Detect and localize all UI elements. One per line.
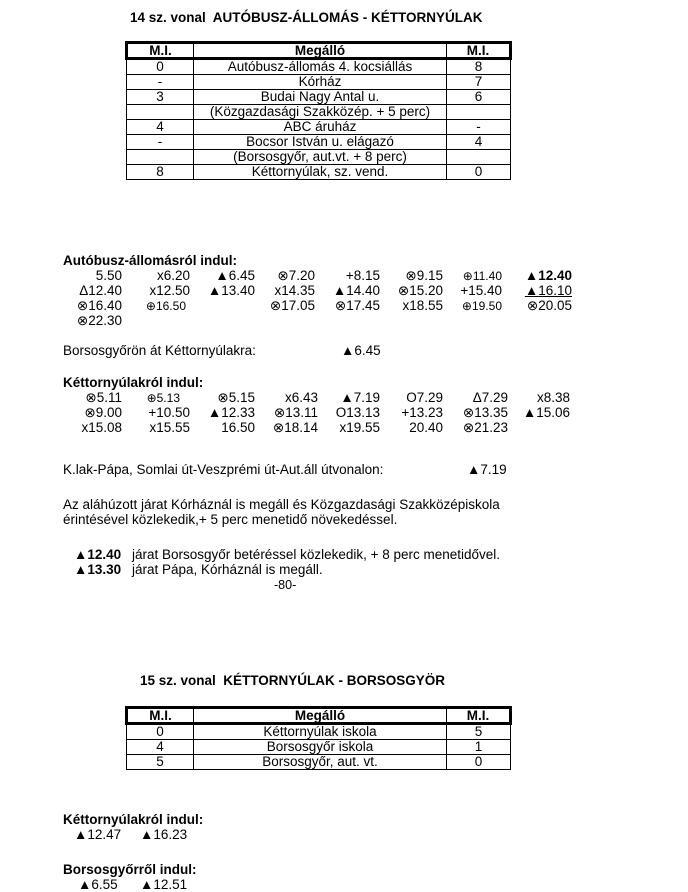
note1-time: ▲12.40: [74, 547, 122, 562]
departure-time: ⊗21.23: [462, 420, 508, 435]
stop-name: ABC áruház: [194, 120, 447, 135]
departure-time: ⊗13.11: [273, 405, 318, 420]
km-from: 8: [127, 165, 194, 180]
stop-name: (Közgazdasági Szakközép. + 5 perc): [194, 105, 447, 120]
line15-stops-table: [125, 706, 512, 770]
header-km-to: M.I.: [447, 43, 511, 59]
departure-time: +15.40: [460, 283, 502, 298]
departure-time: ⊗20.05: [526, 298, 572, 313]
stop-name: Bocsor István u. elágazó: [194, 135, 447, 150]
departure-time: x18.55: [402, 298, 443, 313]
line14-stops-table: [125, 41, 512, 180]
departure-time: x6.43: [284, 390, 318, 405]
km-to: 5: [447, 724, 511, 740]
route-time: ▲7.19: [467, 462, 507, 477]
table-row: [127, 165, 511, 180]
stop-name: Borsosgyőr, aut. vt.: [194, 755, 447, 770]
route-label: K.lak-Pápa, Somlai út-Veszprémi út-Aut.áll útvonalon:: [63, 462, 384, 477]
departure-time: ⊗9.00: [84, 405, 122, 420]
departure-time: ⊗18.14: [272, 420, 318, 435]
departure-time: +8.15: [345, 268, 380, 283]
departure-time: ⊗17.05: [269, 298, 315, 313]
table-row: [127, 724, 511, 740]
departure-time: ⊕19.50: [461, 299, 502, 313]
km-to: 0: [447, 755, 511, 770]
departure-time: ▲7.19: [340, 390, 380, 405]
departure-time-underlined: ▲16.10: [524, 283, 572, 298]
departure-time: ▲12.33: [207, 405, 255, 420]
from-station-title: Autóbusz-állomásról indul:: [63, 253, 237, 268]
departure-time: ⊗17.45: [334, 298, 380, 313]
departure-time: 16.50: [221, 420, 255, 435]
km-to: 6: [447, 90, 511, 105]
departure-time: ▲12.51: [140, 877, 188, 892]
header-km-from: M.I.: [127, 43, 194, 59]
departure-time: 20.40: [409, 420, 443, 435]
underline-note-line2: érintésével közlekedik,+ 5 perc menetidő növekedéssel.: [63, 512, 398, 527]
departure-time: ⊕5.13: [146, 391, 180, 405]
page-number: -80-: [274, 578, 297, 592]
departure-time: ▲15.06: [522, 405, 570, 420]
departure-time: x15.08: [81, 420, 122, 435]
note1-text: járat Borsosgyőr betéréssel közlekedik, + 8 perc menetidővel.: [132, 547, 501, 562]
departure-time: x6.20: [156, 268, 190, 283]
departure-time: x15.55: [149, 420, 190, 435]
header-stop: Megálló: [194, 43, 447, 59]
header-km-from: M.I.: [127, 708, 194, 724]
stop-name: (Borsosgyőr, aut.vt. + 8 perc): [194, 150, 447, 165]
departure-time: O13.13: [335, 405, 380, 420]
km-from: [127, 150, 194, 165]
header-stop: Megálló: [194, 708, 447, 724]
line15-title: 15 sz. vonal KÉTTORNYÚLAK - BORSOSGYÖR: [140, 673, 446, 688]
departure-time: +10.50: [148, 405, 190, 420]
km-to: 8: [447, 59, 511, 75]
table-row: [127, 75, 511, 90]
line15-from-kettornyulak-title: Kéttornyúlakról indul:: [63, 812, 204, 827]
departure-time: x8.38: [536, 390, 570, 405]
table-row: [127, 59, 511, 75]
stop-name: Budai Nagy Antal u.: [194, 90, 447, 105]
table-row: [127, 755, 511, 770]
table-row: [127, 150, 511, 165]
departure-time: ⊗22.30: [76, 313, 122, 328]
via-label: Borsosgyőrön át Kéttornyúlakra:: [63, 343, 256, 358]
header-km-to: M.I.: [447, 708, 511, 724]
departure-time: ▲16.23: [140, 827, 188, 842]
km-to: -: [447, 120, 511, 135]
departure-time: ▲14.40: [332, 283, 380, 298]
departure-time: Δ12.40: [79, 283, 122, 298]
km-to: [447, 105, 511, 120]
departure-time: x19.55: [339, 420, 380, 435]
from-kettornyulak-title: Kéttornyúlakról indul:: [63, 375, 204, 390]
km-from: -: [127, 135, 194, 150]
departure-time: O7.29: [406, 390, 443, 405]
departure-time: ⊗9.15: [405, 268, 443, 283]
underline-note-line1: Az aláhúzott járat Kórháznál is megáll és Közgazdasági Szakközépiskola: [63, 497, 500, 512]
stop-name: Autóbusz-állomás 4. kocsiállás: [194, 59, 447, 75]
note2-time: ▲13.30: [74, 562, 122, 577]
departure-time: ⊗13.35: [462, 405, 508, 420]
table-row: [127, 135, 511, 150]
km-from: 0: [127, 724, 194, 740]
km-from: 3: [127, 90, 194, 105]
km-to: 4: [447, 135, 511, 150]
km-from: 5: [127, 755, 194, 770]
departure-time: ▲12.40: [524, 268, 572, 283]
departure-time: ⊗5.15: [217, 390, 255, 405]
stop-name: Kéttornyúlak, sz. vend.: [194, 165, 447, 180]
departure-time: ⊗16.40: [76, 298, 122, 313]
departure-time: ▲13.40: [207, 283, 255, 298]
departure-time: ⊗5.11: [85, 390, 122, 405]
stop-name: Borsosgyőr iskola: [194, 740, 447, 755]
table-header-row: [127, 43, 511, 59]
departure-time: ▲6.45: [215, 268, 255, 283]
table-row: [127, 120, 511, 135]
km-to: 7: [447, 75, 511, 90]
km-to: [447, 150, 511, 165]
km-to: 1: [447, 740, 511, 755]
departure-time: ⊕16.50: [145, 299, 186, 313]
stop-name: Kéttornyúlak iskola: [194, 724, 447, 740]
table-row: [127, 740, 511, 755]
departure-time: 5.50: [95, 268, 122, 283]
departure-time: Δ7.29: [472, 390, 508, 405]
km-from: 4: [127, 740, 194, 755]
departure-time: x14.35: [274, 283, 315, 298]
note2-text: járat Pápa, Kórháznál is megáll.: [132, 562, 323, 577]
departure-time: ⊕11.40: [462, 269, 502, 283]
line14-title: 14 sz. vonal AUTÓBUSZ-ÁLLOMÁS - KÉTTORNYÚLAK: [130, 10, 483, 25]
km-from: 4: [127, 120, 194, 135]
stop-name: Kórház: [194, 75, 447, 90]
departure-time: ⊗7.20: [277, 268, 315, 283]
departure-time: ⊗15.20: [397, 283, 443, 298]
km-from: -: [127, 75, 194, 90]
table-header-row: [127, 708, 511, 724]
table-row: [127, 105, 511, 120]
departure-time: +13.23: [401, 405, 443, 420]
line15-from-borsosgyor-title: Borsosgyőrről indul:: [63, 862, 197, 877]
via-time: ▲6.45: [341, 343, 381, 358]
km-from: [127, 105, 194, 120]
departure-time: ▲6.55: [78, 877, 118, 892]
km-from: 0: [127, 59, 194, 75]
departure-time: x12.50: [149, 283, 190, 298]
km-to: 0: [447, 165, 511, 180]
table-row: [127, 90, 511, 105]
departure-time: ▲12.47: [74, 827, 122, 842]
